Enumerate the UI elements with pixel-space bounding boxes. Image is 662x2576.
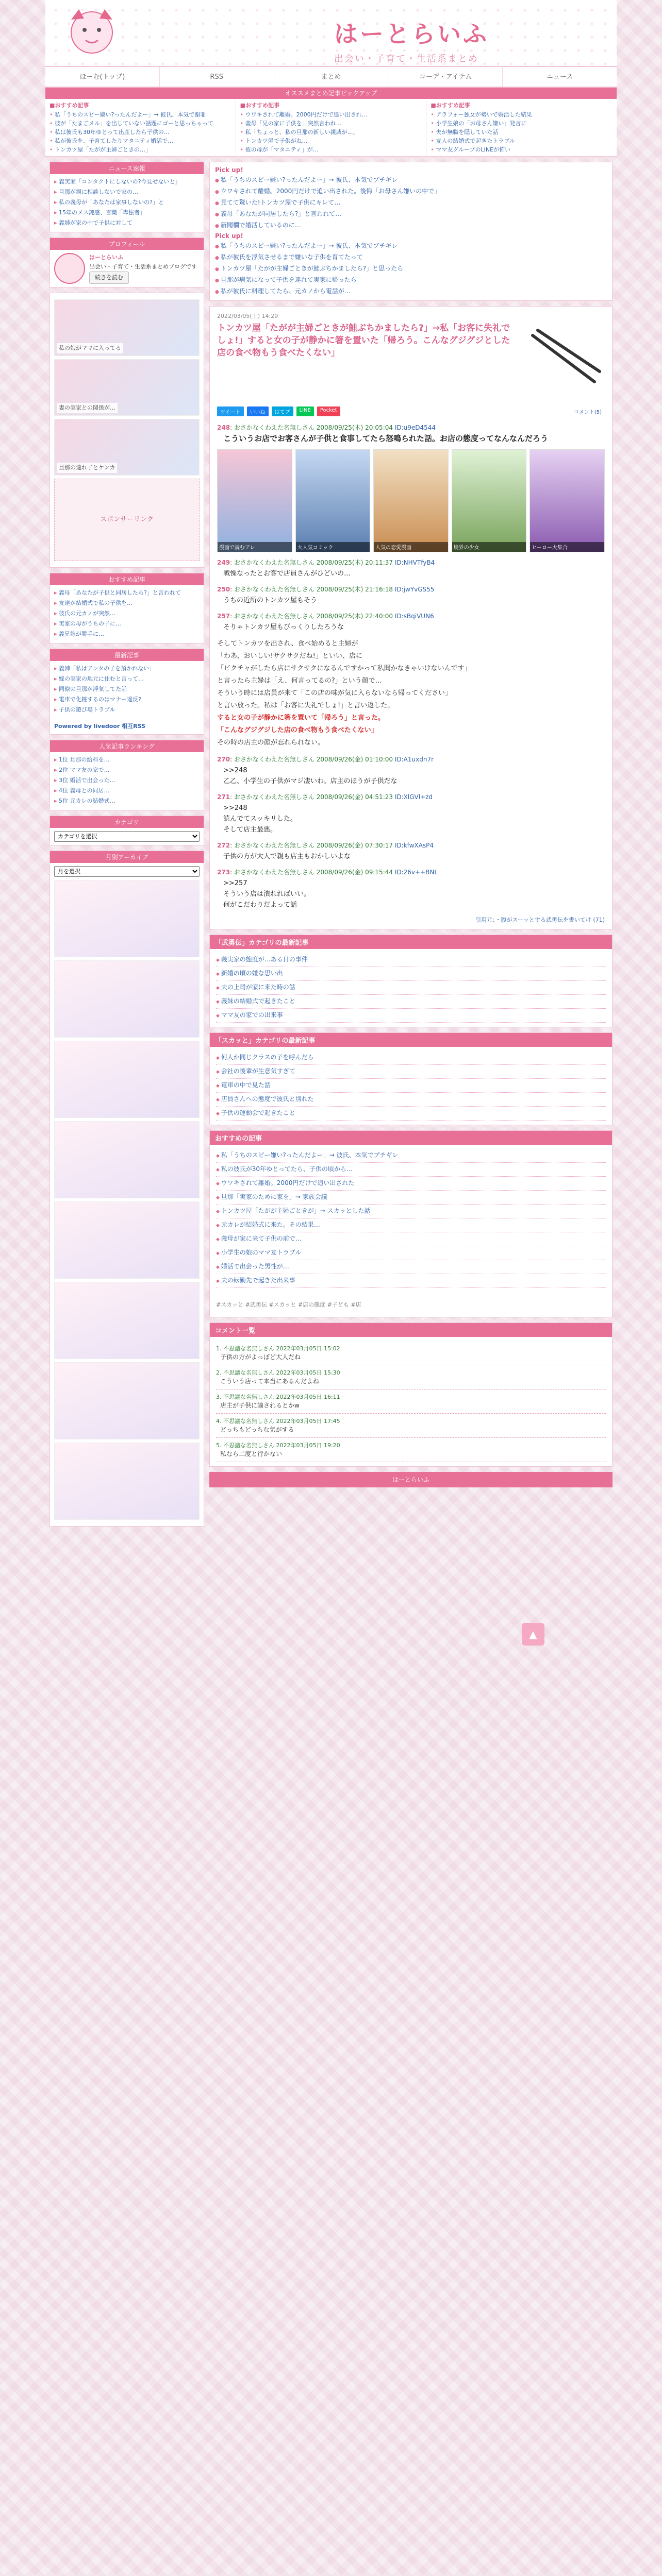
- res-date: 2008/09/26(金) 04:51:23: [316, 793, 393, 801]
- nav-item-matome[interactable]: まとめ: [274, 67, 389, 87]
- osusume-link[interactable]: ▸ 義兄嫁が勝手に…: [54, 630, 200, 639]
- res-item: 249: おさかなくわえた名無しさん 2008/09/25(木) 20:11:37 ID:NHVTfyB4 戦慄なったとお客で店員さんがひどいの…: [217, 557, 605, 579]
- recent-link[interactable]: ▸ 電車で化粧するのはマナー違反?: [54, 695, 200, 704]
- related2-heading: 「スカッと」カテゴリの最新記事: [210, 1033, 612, 1047]
- res-body: >>248 乙乙、小学生の子供がマジ凄いわ。店主のほうが子供だな: [223, 767, 398, 785]
- ranking-link[interactable]: ▸ 5位 元カレの結婚式…: [54, 796, 200, 806]
- feed-title: ■おすすめ記事: [240, 102, 280, 109]
- powered-by[interactable]: Powered by livedoor 相互RSS: [54, 723, 145, 730]
- ranking-link[interactable]: ▸ 2位 ママ友の家で…: [54, 766, 200, 775]
- related-link[interactable]: ◆ 子供の運動会で起きたこと: [216, 1107, 606, 1121]
- left-sidebar: [49, 162, 204, 1532]
- res-date: 2008/09/25(木) 20:11:37: [316, 559, 393, 566]
- site-subtitle: 出会い・子育て・生活系まとめ: [334, 54, 478, 64]
- feed-link[interactable]: • 私「ちょっと、私の旦那の新しい親戚が…」: [240, 128, 422, 137]
- page-wrapper: [45, 0, 617, 2576]
- pickup-heading: Pick up!: [215, 166, 243, 174]
- res-date: 2008/09/26(金) 09:15:44: [316, 869, 393, 876]
- osusume-main-link[interactable]: ◆ 小学生の娘のママ友トラブル: [216, 1246, 606, 1260]
- mascot-icon: [61, 4, 123, 63]
- osusume-main-link[interactable]: ◆ 私「うちのスピー嫌い?ったんだよー」→ 彼氏、本気でブチギレ: [216, 1149, 606, 1163]
- related-link[interactable]: ◆ 何人か同じクラスの子を呼んだら: [216, 1051, 606, 1065]
- res-number: 273: [217, 869, 230, 876]
- article-thumbnail[interactable]: [54, 419, 200, 476]
- manga-banner[interactable]: [529, 449, 605, 552]
- manga-caption: ヒーロー大集合: [530, 542, 604, 552]
- related-link[interactable]: ◆ 夫の上司が家に来た時の話: [216, 981, 606, 995]
- category-heading: カテゴリ: [50, 816, 204, 828]
- sidebar-banner[interactable]: [54, 960, 200, 1038]
- thumbnail-caption: 妻の実家との関係が…: [57, 403, 118, 413]
- res-item: 273: おさかなくわえた名無しさん 2008/09/26(金) 09:15:44 ID:26v++BNL >>257 そういう店は潰れればいい。 何がこだわりだよって話: [217, 867, 605, 910]
- scroll-top-button[interactable]: [522, 1623, 544, 1646]
- res-item: 250: おさかなくわえた名無しさん 2008/09/25(木) 21:16:18 ID:jwYvGS55 うちの近所のトンカツ屋もそう: [217, 584, 605, 606]
- feed-title: ■おすすめ記事: [49, 102, 89, 109]
- res-date: 2008/09/26(金) 07:30:17: [316, 842, 393, 849]
- res-number: 249: [217, 559, 230, 566]
- res-name: おさかなくわえた名無しさん: [234, 756, 315, 763]
- res-item: 271: おさかなくわえた名無しさん 2008/09/26(金) 04:51:23 ID:XlGVl+zd >>248 読んでてスッキリした。 そして店主最悪。: [217, 792, 605, 835]
- pickup-link[interactable]: ● トンカツ屋「たがが主婦ごときが鮭ぶちかましたら?」と思ったら: [215, 263, 607, 275]
- osusume-main-link[interactable]: ◆ 夫の転勤先で起きた出来事: [216, 1274, 606, 1288]
- res-body: >>248 読んでてスッキリした。 そして店主最悪。: [223, 804, 297, 834]
- main-content: [209, 162, 613, 1532]
- osusume-main-link[interactable]: ◆ トンカツ屋「たがが主婦ごときが」→ スカッとした話: [216, 1205, 606, 1218]
- res-id: ID:A1uxdn7r: [394, 756, 434, 763]
- archive-heading: 月別アーカイブ: [50, 851, 204, 863]
- related-link[interactable]: ◆ 義実家の態度が…ある日の事件: [216, 953, 606, 967]
- res-name: おさかなくわえた名無しさん: [234, 424, 315, 431]
- story-block: [217, 638, 605, 749]
- related-link[interactable]: ◆ 義妹の結婚式で起きたこと: [216, 995, 606, 1009]
- pickup-link[interactable]: ● 旦那が病気になって子供を連れて実家に帰ったら: [215, 275, 607, 286]
- res-number: 270: [217, 756, 230, 763]
- chopsticks-icon: [522, 320, 605, 402]
- res-number: 250: [217, 586, 230, 593]
- res-number: 257: [217, 613, 230, 620]
- story-line: その時の店主の顔が忘れられない。: [217, 739, 325, 747]
- article: [209, 306, 613, 929]
- feed-link[interactable]: • 友人の結婚式で起きたトラブル: [431, 137, 613, 145]
- osusume-section: [209, 1130, 613, 1317]
- comment-item: [216, 1414, 606, 1438]
- footer: はーとらいふ: [209, 1472, 613, 1487]
- news-heading: ニュース速報: [50, 162, 204, 174]
- article-date: 2022/03/05(土) 14:29: [217, 313, 278, 319]
- osusume-heading: おすすめ記事: [50, 573, 204, 585]
- res-name: おさかなくわえた名無しさん: [234, 613, 315, 620]
- res-item: 272: おさかなくわえた名無しさん 2008/09/26(金) 07:30:17 ID:kfwXAsP4 子供の方が大人で親も店主もおかしいよな: [217, 840, 605, 862]
- res-body: そりゃトンカツ屋もびっくりしたろうな: [223, 623, 344, 631]
- osusume-link[interactable]: ▸ 彼氏の元カノが突然…: [54, 609, 200, 618]
- res-name: おさかなくわえた名無しさん: [234, 869, 315, 876]
- recent-link[interactable]: ▸ 子供の遊び場トラブル: [54, 705, 200, 715]
- tweet-button[interactable]: ツイート: [217, 406, 244, 416]
- manga-banner[interactable]: [373, 449, 449, 552]
- osusume-link[interactable]: ▸ 義母「あなたが子供と同居したら?」と言われて: [54, 588, 200, 598]
- manga-caption: 漫画で読むアレ: [218, 542, 292, 552]
- related-heading: 「武勇伝」カテゴリの最新記事: [210, 935, 612, 949]
- pickup-link[interactable]: ● 新聞欄で婚活しているのに…: [215, 220, 607, 231]
- profile-heading: プロフィール: [50, 238, 204, 250]
- comment-body: どっちもどっちな気がする: [220, 1426, 294, 1433]
- res-item: 248: おさかなくわえた名無しさん 2008/09/25(木) 20:05:04 ID:u9eD4544 こういうお店でお客さんが子供と食事してたら怒鳴られた話。お店の態度ってなんなんだろう: [217, 422, 605, 444]
- pickup-link[interactable]: ● 義母「あなたが同居したら?」と言われて…: [215, 209, 607, 220]
- comment-item: [216, 1341, 606, 1365]
- comment-head: 5. 不思議な名無しさん 2022年03月05日 19:20: [216, 1442, 340, 1449]
- pickup-heading: Pick up!: [215, 232, 243, 240]
- nav-item-news[interactable]: ニュース: [546, 73, 573, 81]
- comments-section: [209, 1323, 613, 1467]
- res-number: 271: [217, 793, 230, 801]
- news-link[interactable]: ▸ 15年のメス鈍感、言葉「卑怯者」: [54, 208, 200, 217]
- comment-item: [216, 1438, 606, 1462]
- news-link[interactable]: ▸ 私の義母が「あなたは家事しないの?」と: [54, 198, 200, 207]
- ranking-link[interactable]: ▸ 4位 義母との同居…: [54, 786, 200, 795]
- res-date: 2008/09/25(木) 20:05:04: [316, 424, 393, 431]
- story-line: 「こんなグジグジした店の食べ物もう食べたくない」: [217, 726, 378, 734]
- res-name: おさかなくわえた名無しさん: [234, 559, 315, 566]
- feed-link[interactable]: • アラフォー独女が勢いで婚活した結果: [431, 110, 613, 119]
- story-line: そういう時には店員が来て「この店の味が気に入らないなら帰ってください」: [217, 689, 452, 697]
- related2-section: [209, 1032, 613, 1125]
- res-body: 子供の方が大人で親も店主もおかしいよな: [223, 853, 351, 860]
- res-id: ID:jwYvGS55: [394, 586, 435, 593]
- res-id: ID:sBqiVUN6: [394, 613, 434, 620]
- story-line: そしてトンカツを出され、食べ始めると主婦が: [217, 640, 358, 648]
- ranking-link[interactable]: ▸ 1位 旦那の給料を…: [54, 755, 200, 765]
- site-header: [45, 0, 617, 67]
- category-select[interactable]: [54, 831, 200, 842]
- feed-link[interactable]: • 私が彼氏を、子育てしたりマタニティ婚活で…: [49, 137, 231, 145]
- ranking-heading: 人気記事ランキング: [50, 740, 204, 752]
- avatar: [54, 253, 85, 284]
- recent-link[interactable]: ▸ 同僚の旦那が浮気してた話: [54, 685, 200, 694]
- osusume-main-link[interactable]: ◆ 私の彼氏が30年ゆとってたら、子供の頃から…: [216, 1163, 606, 1177]
- comment-head: 2. 不思議な名無しさん 2022年03月05日 15:30: [216, 1369, 340, 1376]
- feed-link[interactable]: • トンカツ屋で子供がね…: [240, 137, 422, 145]
- thumb-box: [49, 293, 204, 568]
- related-link[interactable]: ◆ 会社の後輩が生意気すぎて: [216, 1065, 606, 1079]
- osusume-main-link[interactable]: ◆ 元カレが結婚式に来た。その結果…: [216, 1218, 606, 1232]
- comment-head: 4. 不思議な名無しさん 2022年03月05日 17:45: [216, 1418, 340, 1425]
- news-box: [49, 162, 204, 232]
- res-id: ID:26v++BNL: [394, 869, 438, 876]
- recent-box: [49, 649, 204, 735]
- comment-body: こういう店って本当にあるんだよね: [220, 1378, 320, 1385]
- res-body: こういうお店でお客さんが子供と食事してたら怒鳴られた話。お店の態度ってなんなんだろう: [223, 434, 549, 443]
- comments-heading: コメント一覧: [210, 1323, 612, 1337]
- manga-caption: 人気の恋愛漫画: [374, 542, 448, 552]
- osusume-main-link[interactable]: ◆ ウワキされて離婚。2000円だけで追い出された: [216, 1177, 606, 1191]
- related-link[interactable]: ◆ 店員さんへの態度で彼氏と別れた: [216, 1093, 606, 1107]
- pocket-button[interactable]: Pocket: [317, 406, 340, 416]
- feed-link[interactable]: • 私「うちのスピー嫌い?ったんだよー」→ 彼氏、本気で謝罪: [49, 110, 231, 119]
- comment-head: 3. 不思議な名無しさん 2022年03月05日 16:11: [216, 1394, 340, 1400]
- line-button[interactable]: LINE: [296, 406, 314, 416]
- sidebar-banner[interactable]: [54, 1121, 200, 1198]
- osusume-main-link[interactable]: ◆ 義母が家に来て子供の前で…: [216, 1232, 606, 1246]
- feed-link[interactable]: • ママ友グループのLINEが怖い: [431, 145, 613, 154]
- related-link[interactable]: ◆ 電車の中で見た話: [216, 1079, 606, 1093]
- comment-body: 私なら二度と行かない: [220, 1450, 283, 1458]
- osusume-link[interactable]: ▸ 友達が結婚式で私の子供を…: [54, 599, 200, 608]
- arrow-up-icon: ▲: [529, 1628, 537, 1640]
- osusume-main-link[interactable]: ◆ 婚活で出会った男性が…: [216, 1260, 606, 1274]
- story-line: 「ビクチャがしたら店にサクサクになるんですかって私聞かなきゃいけないんです」: [217, 665, 471, 672]
- res-date: 2008/09/25(木) 21:16:18: [316, 586, 393, 593]
- source-link[interactable]: 引用元：・腹がスーッとする武勇伝を書いてけ (71): [475, 917, 605, 923]
- global-nav: [45, 67, 617, 88]
- profile-text: 出会い・子育て・生活系まとめブログです: [89, 263, 197, 270]
- hatebu-button[interactable]: はてブ: [272, 406, 293, 416]
- osusume-link[interactable]: ▸ 実家の母がうちの子に…: [54, 619, 200, 629]
- tag-list[interactable]: #スカッと #武勇伝 #スカッと #店の態度 #子ども #店: [216, 1301, 361, 1308]
- pickup-link[interactable]: ● ウワキされて離婚。2000円だけで追い出された。後悔「お母さん嫌いの中で」: [215, 186, 607, 197]
- sidebar-banner[interactable]: [54, 880, 200, 957]
- pickup-strip: オススメまとめ記事ピックアップ: [45, 88, 617, 99]
- res-item: 257: おさかなくわえた名無しさん 2008/09/25(木) 22:40:00 ID:sBqiVUN6 そりゃトンカツ屋もびっくりしたろうな: [217, 611, 605, 633]
- category-box: [49, 816, 204, 845]
- res-id: ID:XlGVl+zd: [394, 793, 433, 801]
- osusume-box: [49, 573, 204, 643]
- pickup-link[interactable]: ● 私が彼氏を浮気させるまで嫌いな子供を育てたって: [215, 252, 607, 263]
- story-line: 「わあ、おいしい!サクサクだね!」といい、店に: [217, 652, 362, 660]
- sidebar-banner[interactable]: [54, 1443, 200, 1520]
- osusume-main-heading: おすすめの記事: [210, 1131, 612, 1145]
- recent-heading: 最新記事: [50, 649, 204, 661]
- site-logo[interactable]: [334, 15, 602, 65]
- comment-item: [216, 1389, 606, 1414]
- feed-link[interactable]: • 夫が無職を隠していた話: [431, 128, 613, 137]
- sidebar-banner[interactable]: [54, 1201, 200, 1279]
- res-number: 248: [217, 424, 230, 431]
- pickup-link[interactable]: ● 見てて驚いた!トンカツ屋で子供にキレて…: [215, 197, 607, 209]
- content-row: [45, 157, 617, 1532]
- feed-column: [426, 99, 617, 156]
- res-id: ID:u9eD4544: [394, 424, 436, 431]
- story-line: すると女の子が静かに箸を置いて「帰ろう」と言った。: [217, 714, 385, 722]
- res-body: うちの近所のトンカツ屋もそう: [223, 597, 318, 604]
- feed-column: [236, 99, 427, 156]
- sidebar-banner[interactable]: [54, 1041, 200, 1118]
- comment-body: 店主が子供に諭されるとかw: [220, 1402, 300, 1409]
- manga-banner[interactable]: [452, 449, 527, 552]
- feed-link[interactable]: • 私は彼氏も30年ゆとって出産したら子供の…: [49, 128, 231, 137]
- sidebar-banner[interactable]: [54, 1282, 200, 1359]
- res-name: おさかなくわえた名無しさん: [234, 586, 315, 593]
- manga-caption: 境界の少女: [452, 542, 526, 552]
- news-link[interactable]: ▸ 旦那が親に相談しないで家の…: [54, 188, 200, 197]
- article-thumbnail[interactable]: [54, 299, 200, 356]
- share-bar: [217, 406, 605, 416]
- profile-more-button[interactable]: 続きを読む: [89, 272, 129, 284]
- comment-body: 子供の方がよっぽど大人だね: [220, 1353, 301, 1361]
- story-line: と言い放った。私は「お客に失礼でしょ!」と言い返した。: [217, 702, 394, 709]
- archive-box: [49, 851, 204, 1527]
- sponsor-ad[interactable]: スポンサーリンク: [54, 479, 200, 561]
- thumbnail-caption: 旦那の連れ子とケンカ: [57, 463, 117, 473]
- feed-link[interactable]: • トンカツ屋「たがが主婦ごときの…」: [49, 145, 231, 154]
- res-body: 戦慄なったとお客で店員さんがひどいの…: [223, 570, 351, 578]
- sidebar-banner[interactable]: [54, 1362, 200, 1439]
- thumbnail-caption: 私の娘がママに入ってる: [57, 343, 123, 353]
- archive-select[interactable]: [54, 866, 200, 877]
- ranking-box: [49, 740, 204, 810]
- comment-count[interactable]: コメント(5): [571, 406, 605, 416]
- news-link[interactable]: ▸ 義姉が家の中で子供に対して: [54, 218, 200, 228]
- site-title: はーとらいふ: [334, 20, 489, 48]
- osusume-main-link[interactable]: ◆ 旦那「実家のために家を」→ 家族会議: [216, 1191, 606, 1205]
- comment-item: [216, 1365, 606, 1389]
- related-link[interactable]: ◆ ママ友の家での出来事: [216, 1009, 606, 1023]
- pickup-link[interactable]: ● 私「うちのスピー嫌い?ったんだよー」→ 彼氏、本気でブチギレ: [215, 241, 607, 252]
- feed-link[interactable]: • 彼の母が「マタニティ」が…: [240, 145, 422, 154]
- recent-link[interactable]: ▸ 義姉「私はアンタの子を預かれない」: [54, 664, 200, 673]
- feed-column: [45, 99, 236, 156]
- profile-box: [49, 238, 204, 287]
- feed-link[interactable]: • ウワキされて離婚。2000円だけで追い出され…: [240, 110, 422, 119]
- news-link[interactable]: ▸ 義実家「コンタクトにしないの?今見せないと」: [54, 177, 200, 187]
- related-link[interactable]: ◆ 新婚の頃の嫌な思い出: [216, 967, 606, 981]
- manga-caption: 大人気コミック: [296, 542, 370, 552]
- related-section: [209, 935, 613, 1027]
- pickup-link[interactable]: ● 私が彼氏に料理してたら、元カノから電話が…: [215, 286, 607, 297]
- res-body: >>257 そういう店は潰れればいい。 何がこだわりだよって話: [223, 879, 311, 909]
- article-title[interactable]: トンカツ屋「たがが主婦ごときが鮭ぶちかましたら?」→私「お客に失礼でしょ!」すると女の子が静かに箸を置いた「帰ろう。こんなグジグジとした店の食べ物もう食べたくない」: [217, 323, 510, 358]
- nav-item-home[interactable]: ほーむ(トップ): [45, 67, 160, 87]
- comment-head: 1. 不思議な名無しさん 2022年03月05日 15:02: [216, 1345, 340, 1352]
- like-button[interactable]: いいね: [247, 406, 269, 416]
- nav-item-coordinate[interactable]: コーデ・アイテム: [388, 67, 503, 87]
- feed-row: [45, 99, 617, 157]
- res-date: 2008/09/25(木) 22:40:00: [316, 613, 393, 620]
- manga-banner[interactable]: [295, 449, 371, 552]
- pickup-box: [209, 162, 613, 301]
- res-id: ID:kfwXAsP4: [394, 842, 434, 849]
- res-number: 272: [217, 842, 230, 849]
- feed-link[interactable]: • 義母「兄の家に子供を」突然言われ…: [240, 119, 422, 128]
- res-id: ID:NHVTfyB4: [394, 559, 435, 566]
- recent-link[interactable]: ▸ 嫁の実家の地元に住むと言って…: [54, 674, 200, 684]
- pickup-link[interactable]: ● 私「うちのスピー嫌い?ったんだよー」→ 彼氏、本気でブチギレ: [215, 175, 607, 186]
- story-line: と言ったら主婦は「え、何言ってるの?」という顔で…: [217, 677, 382, 685]
- res-name: おさかなくわえた名無しさん: [234, 842, 315, 849]
- profile-name: はーとらいふ: [89, 254, 123, 261]
- feed-link[interactable]: • 小学生娘の「お母さん嫌い」発言に: [431, 119, 613, 128]
- feed-title: ■おすすめ記事: [431, 102, 470, 109]
- ranking-link[interactable]: ▸ 3位 婚活で出会った…: [54, 776, 200, 785]
- feed-link[interactable]: • 彼が「たまごメル」を出していない話題にゴーと思っちゃって: [49, 119, 231, 128]
- nav-item-rss[interactable]: RSS: [160, 67, 274, 87]
- res-date: 2008/09/26(金) 01:10:00: [316, 756, 393, 763]
- manga-ad-grid: [217, 449, 605, 552]
- article-thumbnail[interactable]: [54, 359, 200, 416]
- res-name: おさかなくわえた名無しさん: [234, 793, 315, 801]
- res-item: 270: おさかなくわえた名無しさん 2008/09/26(金) 01:10:00 ID:A1uxdn7r >>248 乙乙、小学生の子供がマジ凄いわ。店主のほうが子供だな: [217, 754, 605, 787]
- manga-banner[interactable]: [217, 449, 292, 552]
